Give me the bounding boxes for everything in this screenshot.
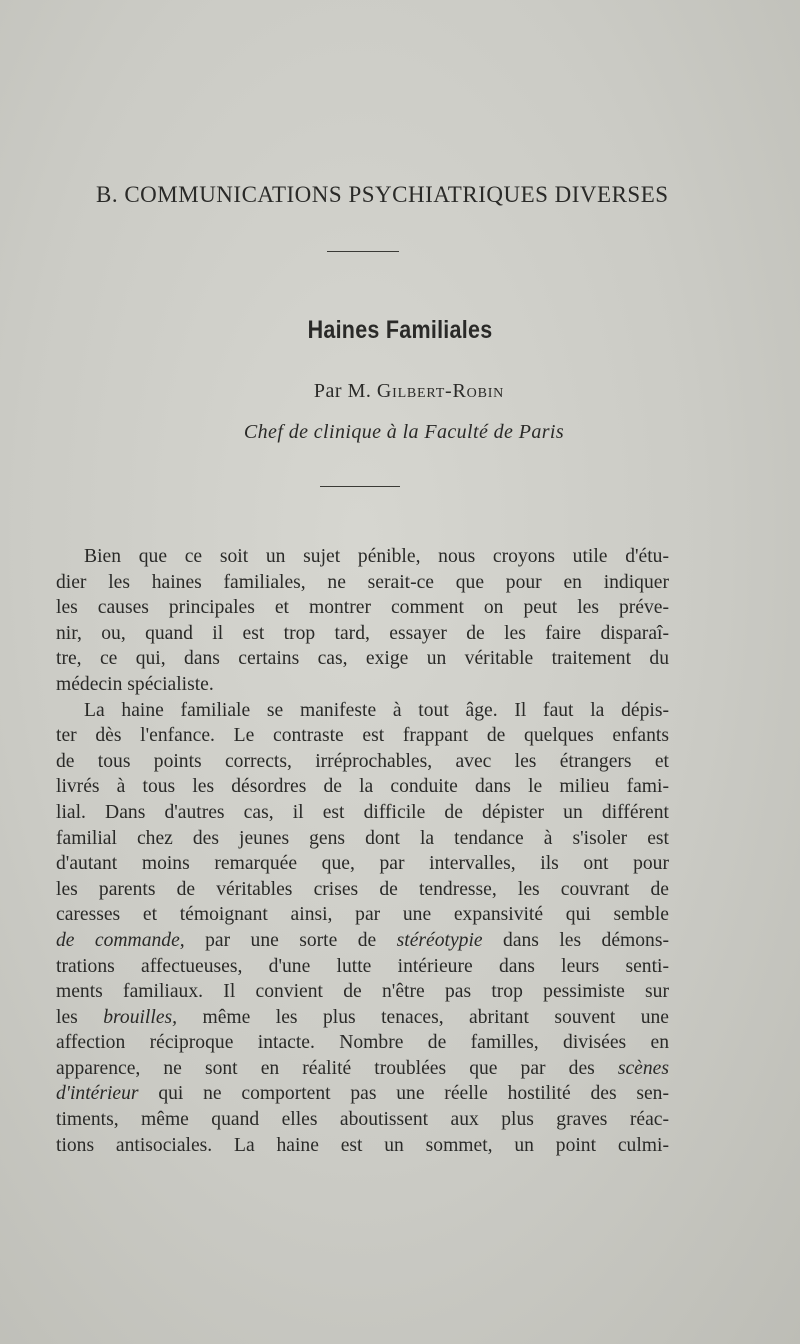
text-line: dier les haines familiales, ne serait-ce que pour en indiquer: [56, 571, 669, 593]
text-line: d'intérieur qui ne comportent pas une réelle hostilité des sen-: [56, 1083, 669, 1105]
text-line: médecin spécialiste.: [56, 673, 214, 695]
text-line: caresses et témoignant ainsi, par une expansivité qui semble: [56, 904, 669, 926]
separator-rule: [327, 251, 399, 252]
text-line: les brouilles, même les plus tenaces, abritant souvent une: [56, 1006, 669, 1028]
text-line: de commande, par une sorte de stéréotypie dans les démons-: [56, 929, 670, 951]
text-line: timents, même quand elles aboutissent aux plus graves réac-: [56, 1109, 669, 1131]
text-line: tre, ce qui, dans certains cas, exige un véritable traitement du: [56, 648, 669, 670]
text-line: d'autant moins remarquée que, par intervalles, ils ont pour: [56, 853, 669, 875]
text-line: les parents de véritables crises de tendresse, les couvrant de: [56, 878, 669, 900]
text-line: ments familiaux. Il convient de n'être pas trop pessimiste sur: [56, 981, 669, 1003]
text-line: tions antisociales. La haine est un sommet, un point culmi-: [56, 1134, 669, 1156]
text-line: trations affectueuses, d'une lutte intérieure dans leurs senti-: [56, 955, 669, 977]
text-line: les causes principales et montrer comment on peut les préve-: [56, 597, 669, 619]
text-line: familial chez des jeunes gens dont la tendance à s'isoler est: [56, 827, 669, 849]
separator-rule: [320, 486, 400, 487]
article-body: [56, 544, 669, 1158]
author-affiliation: Chef de clinique à la Faculté de Paris: [243, 421, 565, 443]
text-line: lial. Dans d'autres cas, il est difficile de dépister un différent: [56, 801, 669, 823]
text-line: La haine familiale se manifeste à tout âge. Il faut la dépis-: [84, 699, 669, 721]
byline-prefix: Par M.: [313, 380, 377, 402]
text-line: livrés à tous les désordres de la conduite dans le milieu fami-: [56, 776, 669, 798]
text-line: apparence, ne sont en réalité troublées que par des scènes: [56, 1057, 669, 1079]
text-line: affection réciproque intacte. Nombre de familles, divisées en: [56, 1032, 669, 1054]
article-title: Haines Familiales: [307, 316, 493, 344]
byline: [0, 380, 800, 403]
author-name: Gilbert-Robin: [376, 380, 505, 402]
text-line: Bien que ce soit un sujet pénible, nous croyons utile d'étu-: [84, 546, 669, 567]
section-heading: B. COMMUNICATIONS PSYCHIATRIQUES DIVERSES: [96, 182, 669, 207]
text-line: nir, ou, quand il est trop tard, essayer de les faire disparaî-: [56, 622, 669, 644]
text-line: de tous points corrects, irréprochables, avec les étrangers et: [56, 750, 669, 772]
text-line: ter dès l'enfance. Le contraste est frappant de quelques enfants: [56, 725, 669, 747]
